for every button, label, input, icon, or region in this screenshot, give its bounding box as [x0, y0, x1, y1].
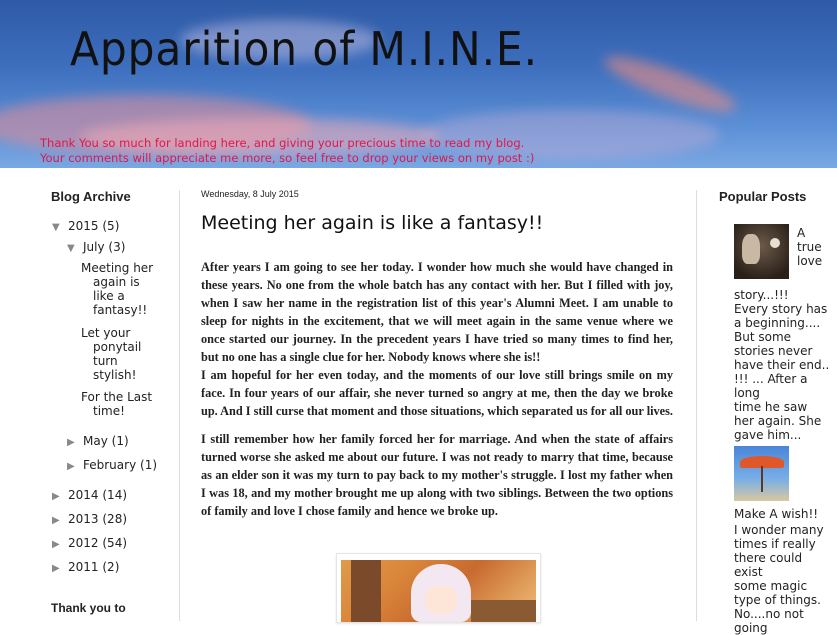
snippet-line: type of things.: [734, 593, 821, 607]
triangle-down-icon[interactable]: ▼: [67, 243, 75, 254]
archive-post-text[interactable]: fantasy!!: [93, 303, 148, 317]
tagline-line-2: Your comments will appreciate me more, so feel free to drop your views on my post :): [40, 151, 535, 165]
character-face: [425, 586, 457, 614]
hand-shape: [742, 234, 760, 264]
snippet-line: But some: [734, 330, 792, 344]
archive-year-2011[interactable]: [52, 560, 119, 574]
archive-post-text[interactable]: like a: [93, 289, 125, 303]
popular-posts-title: Popular Posts: [719, 189, 807, 204]
archive-year-label[interactable]: 2012: [68, 536, 99, 550]
archive-year-label[interactable]: 2013: [68, 512, 99, 526]
snippet-line: have their end..: [734, 358, 830, 372]
archive-post-text[interactable]: stylish!: [93, 368, 137, 382]
snippet-line: going: [734, 621, 768, 635]
triangle-right-icon[interactable]: ▶: [52, 563, 60, 574]
archive-post-text[interactable]: turn: [93, 354, 118, 368]
archive-count: (54): [102, 536, 128, 550]
tagline-line-1: Thank You so much for landing here, and giving your precious time to read my blog.: [40, 136, 525, 150]
post-paragraph: [201, 430, 673, 520]
snippet-line: gave him...: [734, 428, 802, 442]
post-image: [341, 560, 536, 622]
triangle-right-icon[interactable]: ▶: [67, 461, 75, 472]
archive-year-2012[interactable]: [52, 536, 127, 550]
snippet-line: there could exist: [734, 551, 803, 579]
archive-count: (5): [102, 219, 120, 233]
snippet-line: time he saw: [734, 400, 808, 414]
archive-post-link[interactable]: [81, 261, 161, 317]
tree-trunk: [351, 560, 381, 622]
popular-post-snippet: [734, 288, 834, 442]
post-text: After years I am going to see her today. I wonder how much she would have changed in these years. No one from the whole batch has any contact with her. But I filled with joy, when I saw her name in the registration list of this year's Alumni Meet. I am unable to sleep for nights in the excitement, that we will meet again in the same venue where we once started our journey. In the precedent years I have tried so many times to find her, but no one has a single clue for her. Nobody knows where she is!!: [201, 260, 673, 364]
archive-year-2015[interactable]: [52, 219, 119, 233]
archive-post-text[interactable]: ponytail: [93, 340, 142, 354]
archive-post-link[interactable]: [81, 326, 161, 382]
snippet-line: a beginning....: [734, 316, 821, 330]
archive-count: (1): [111, 434, 129, 448]
archive-count: (3): [108, 240, 126, 254]
popular-title-text[interactable]: love: [797, 254, 823, 268]
post-text: I am hopeful for her even today, and the moments of our love still brings smile on my face. In four years of our affair, she never turned so angry at me, then the day we broke up. And I still curse that moment and those situations, which separated us for all our lives.: [201, 368, 674, 418]
blog-tagline: [40, 136, 534, 166]
snippet-line: her again. She: [734, 414, 822, 428]
triangle-right-icon[interactable]: ▶: [52, 539, 60, 550]
archive-post-text[interactable]: time!: [93, 404, 125, 418]
archive-count: (14): [102, 488, 128, 502]
header-cloud: [599, 47, 740, 121]
post-image-frame: [336, 553, 541, 623]
sidebar-divider-right: [696, 190, 697, 621]
snippet-line: No....no not: [734, 607, 804, 621]
triangle-right-icon[interactable]: ▶: [67, 437, 75, 448]
popular-post-thumbnail[interactable]: [734, 224, 789, 279]
archive-year-2013[interactable]: [52, 512, 127, 526]
thank-you-title: Thank you to: [51, 601, 126, 615]
blog-header: [0, 0, 837, 168]
archive-count: (2): [102, 560, 120, 574]
snippet-line: times if really: [734, 537, 816, 551]
sidebar-divider-left: [179, 190, 180, 621]
post-text: I still remember how her family forced her for marriage. And when the state of affairs turned worse she asked me about our future. I was not ready to marry that time, because as an elder son it was my turn to pay back to my mother's struggle. I lost my father when I was 18, and my mother brought me up along with two siblings. Between the two options of family and love I chose family and hence we broke up.: [201, 432, 673, 518]
post-date: Wednesday, 8 July 2015: [201, 189, 299, 199]
archive-year-label[interactable]: 2015: [68, 219, 99, 233]
archive-month-label[interactable]: May: [83, 434, 108, 448]
archive-year-label[interactable]: 2011: [68, 560, 99, 574]
popular-post-snippet: [734, 523, 834, 635]
archive-post-text[interactable]: Meeting her: [81, 261, 154, 275]
snippet-line: stories never: [734, 344, 813, 358]
popular-title-text[interactable]: A: [797, 226, 806, 240]
archive-post-text[interactable]: For the Last: [81, 390, 153, 404]
archive-month-may[interactable]: [67, 434, 129, 448]
snippet-line: !!! ... After a long: [734, 372, 808, 400]
archive-post-link[interactable]: [81, 390, 171, 418]
triangle-down-icon[interactable]: ▼: [52, 222, 60, 233]
popular-post-title[interactable]: Make A wish!!: [734, 507, 819, 521]
archive-year-2014[interactable]: [52, 488, 127, 502]
snippet-line: some magic: [734, 579, 808, 593]
triangle-right-icon[interactable]: ▶: [52, 491, 60, 502]
popular-title-text[interactable]: true: [797, 240, 822, 254]
archive-month-label[interactable]: July: [83, 240, 105, 254]
archive-count: (28): [102, 512, 128, 526]
archive-post-text[interactable]: again is: [93, 275, 140, 289]
post-paragraph: [201, 258, 673, 420]
triangle-right-icon[interactable]: ▶: [52, 515, 60, 526]
popular-title-text[interactable]: story...!!!: [734, 288, 789, 302]
popular-post-thumbnail[interactable]: [734, 446, 789, 501]
bench: [471, 600, 536, 622]
snippet-line: Every story has: [734, 302, 828, 316]
blog-title[interactable]: Apparition of M.I.N.E.: [70, 22, 538, 76]
archive-count: (1): [140, 458, 158, 472]
snippet-line: I wonder many: [734, 523, 824, 537]
archive-title: Blog Archive: [51, 189, 131, 204]
archive-month-label[interactable]: February: [83, 458, 137, 472]
light-spot: [770, 238, 780, 248]
post-title[interactable]: Meeting her again is like a fantasy!!: [201, 212, 544, 234]
archive-post-text[interactable]: Let your: [81, 326, 131, 340]
umbrella-pole: [761, 466, 763, 492]
archive-month-february[interactable]: [67, 458, 157, 472]
archive-year-label[interactable]: 2014: [68, 488, 99, 502]
archive-month-july[interactable]: [67, 240, 125, 254]
popular-post-title[interactable]: [797, 226, 822, 268]
